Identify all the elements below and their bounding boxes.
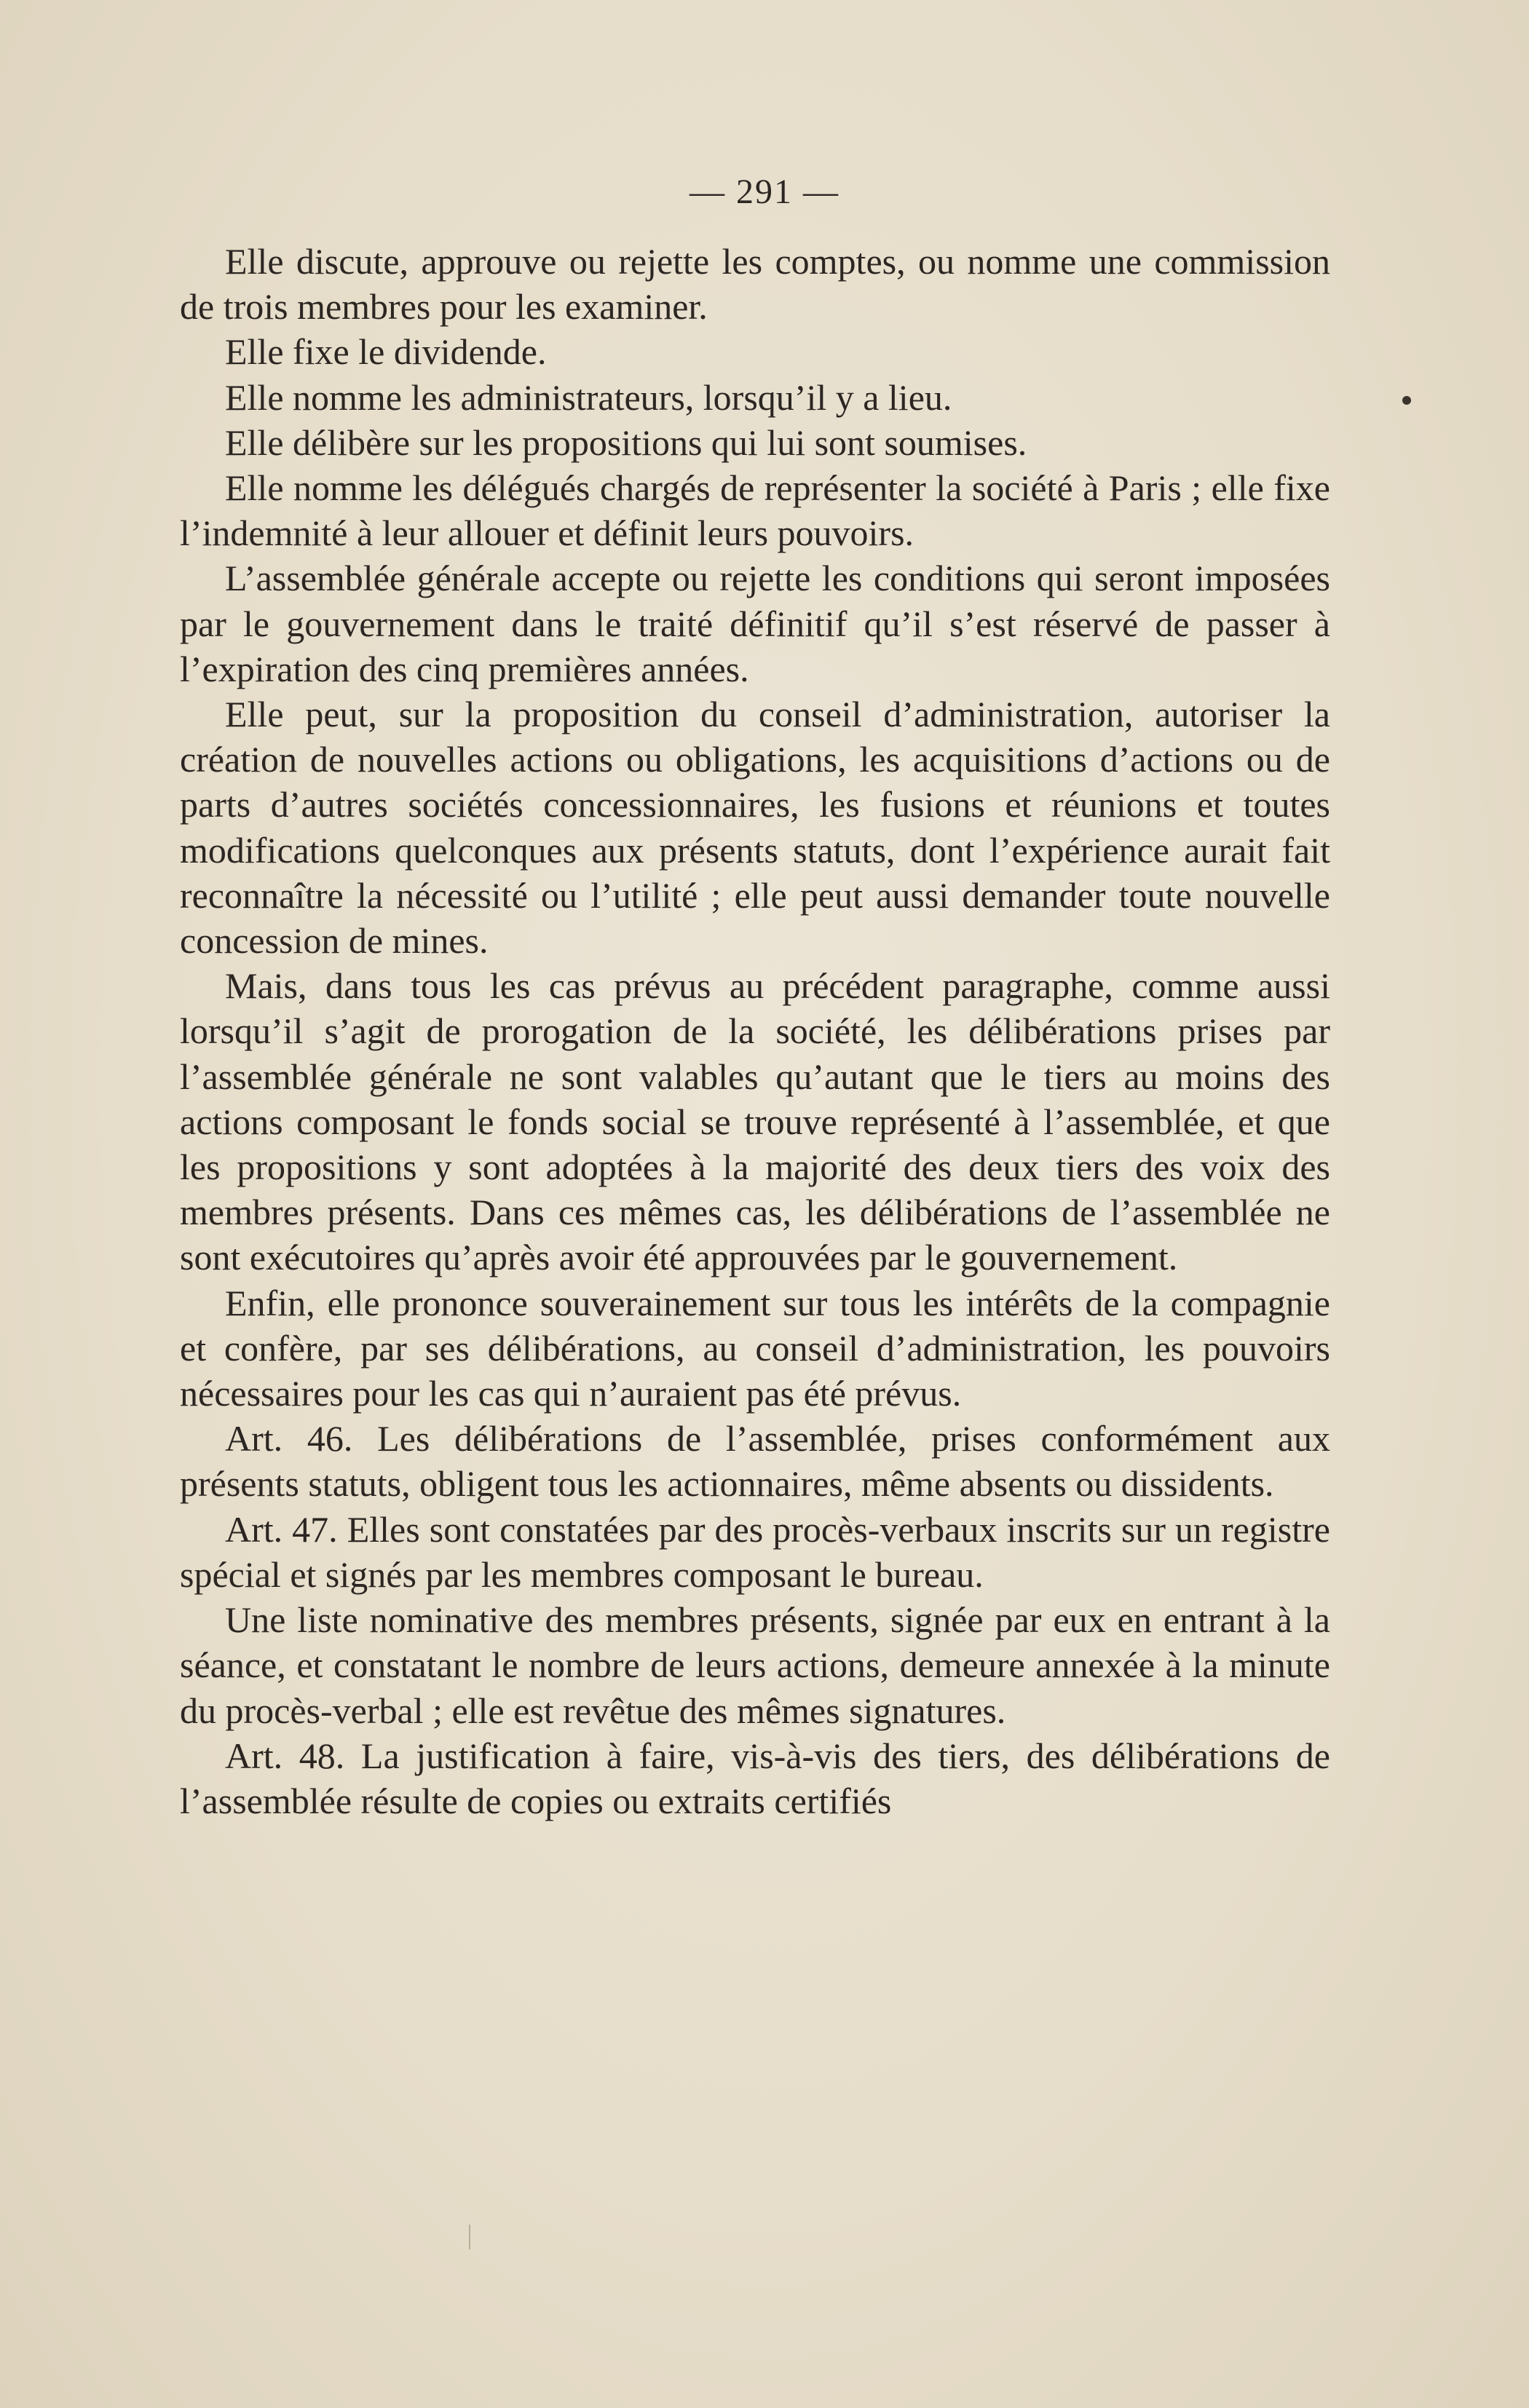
paragraph: Elle nomme les administrateurs, lorsqu’il y a lieu. xyxy=(225,376,952,418)
paragraph: L’assemblée générale accepte ou rejette les conditions qui seront imposées par le gouvernement dans le traité définitif qu’il s’est réservé de passer à l’expiration des cinq premières années. xyxy=(180,558,1330,689)
paragraph: Enfin, elle prononce souverainement sur tous les intérêts de la compagnie et confère, par ses délibérations, au conseil d’administration, les pouvoirs nécessaires pour les cas qui n’auraient pas été prévus. xyxy=(180,1282,1330,1414)
paragraph: Elle peut, sur la proposition du conseil d’administration, autoriser la création de nouvelles actions ou obligations, les acquisitions d’actions ou de parts d’autres sociétés concessionnaires, les fusions et réunions et toutes modifications quelconques aux présents statuts, dont l’expérience aurait fait reconnaître la nécessité ou l’utilité ; elle peut aussi demander toute nouvelle concession de mines. xyxy=(180,694,1330,962)
paragraph: Art. 46. Les délibérations de l’assemblée, prises conformément aux présents statuts, obligent tous les actionnaires, même absents ou dissidents. xyxy=(180,1418,1330,1505)
paragraph: Mais, dans tous les cas prévus au précédent paragraphe, comme aussi lorsqu’il s’agit de prorogation de la société, les délibérations prises par l’assemblée générale ne sont valables qu’autant que le tiers au moins des actions composant le fonds social se trouve représenté à l’assemblée, et que les propositions y sont adoptées à la majorité des deux tiers des voix des membres présents. Dans ces mêmes cas, les délibérations de l’assemblée ne sont exécutoires qu’après avoir été approuvées par le gouvernement. xyxy=(180,965,1330,1278)
paper-mark xyxy=(469,2225,470,2249)
paragraph: Art. 48. La justification à faire, vis-à-vis des tiers, des délibérations de l’assemblée résulte de copies ou extraits certifiés xyxy=(180,1735,1330,1821)
page-number: — 291 — xyxy=(690,173,839,211)
paragraph: Art. 47. Elles sont constatées par des procès-verbaux inscrits sur un registre spécial et signés par les membres composant le bureau. xyxy=(180,1508,1330,1595)
paragraph: Elle fixe le dividende. xyxy=(225,331,547,373)
body-text xyxy=(180,239,1330,1823)
paragraph: Elle discute, approuve ou rejette les comptes, ou nomme une commission de trois membres pour les examiner. xyxy=(180,241,1330,328)
ink-spot xyxy=(1402,396,1411,405)
paragraph: Une liste nominative des membres présents, signée par eux en entrant à la séance, et constatant le nombre de leurs actions, demeure annexée à la minute du procès-verbal ; elle est revêtue des mêmes signatures. xyxy=(180,1599,1330,1731)
paragraph: Elle nomme les délégués chargés de représenter la société à Paris ; elle fixe l’indemnité à leur allouer et définit leurs pouvoirs. xyxy=(180,467,1330,554)
paragraph: Elle délibère sur les propositions qui lui sont soumises. xyxy=(225,421,1027,463)
